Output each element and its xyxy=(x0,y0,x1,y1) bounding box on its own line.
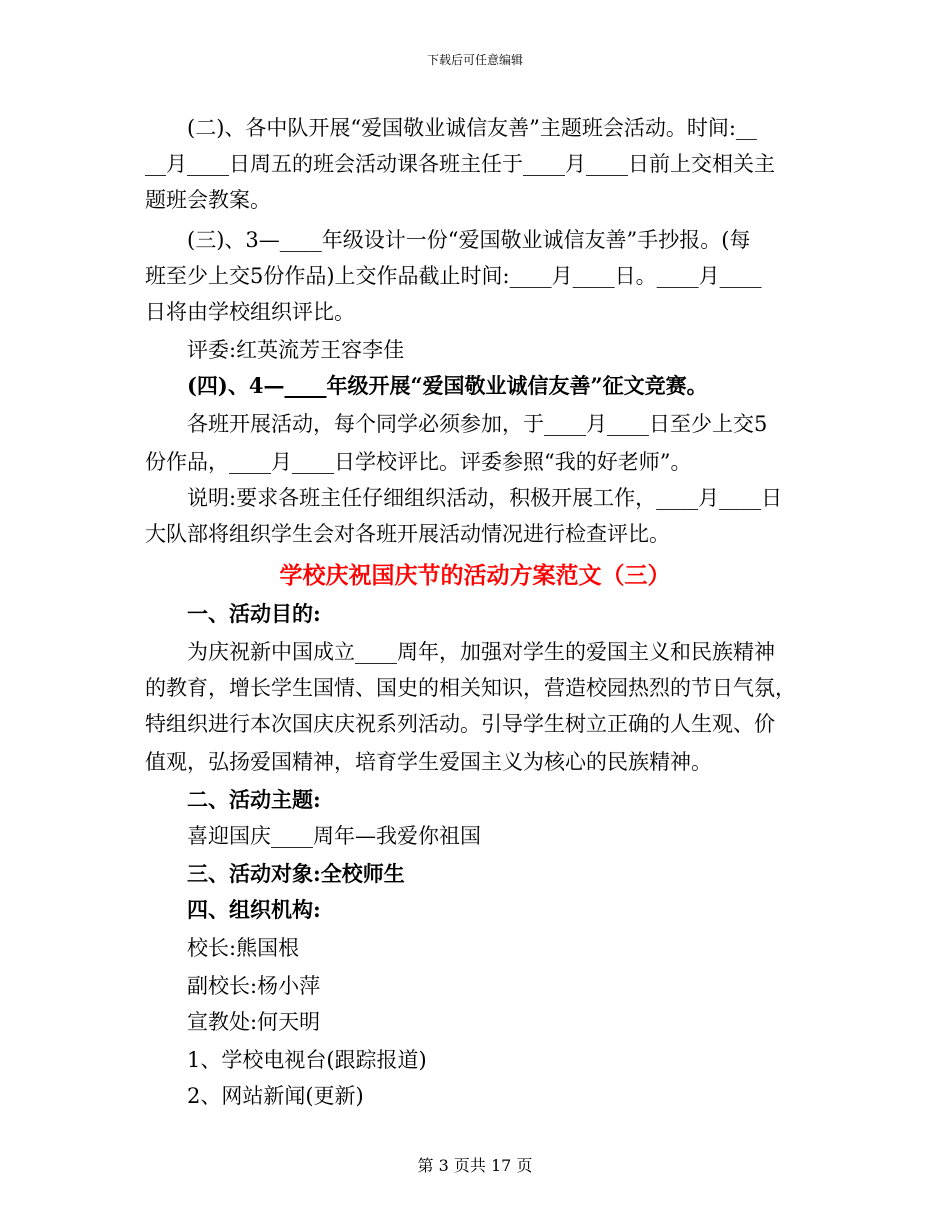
paragraph-line: 班至少上交5份作品)上交作品截止时间:____月____日。____月____ xyxy=(145,264,762,288)
paragraph-line: 题班会教案。 xyxy=(145,188,271,212)
page-header: 下载后可任意编辑 xyxy=(426,53,523,67)
section-title: 学校庆祝国庆节的活动方案范文（三） xyxy=(279,562,671,589)
paragraph-line: 校长:熊国根 xyxy=(187,936,300,960)
page-number: 第 3 页共 17 页 xyxy=(417,1156,533,1175)
paragraph-line: 说明:要求各班主任仔细组织活动，积极开展工作，____月____日 xyxy=(187,486,783,510)
paragraph-line: 喜迎国庆____周年—我爱你祖国 xyxy=(187,824,481,848)
section-heading: (四)、4—____年级开展“爱国敬业诚信友善”征文竞赛。 xyxy=(187,373,708,398)
section-heading: 三、活动对象:全校师生 xyxy=(187,861,405,886)
paragraph-line: 宣教处:何天明 xyxy=(187,1010,321,1034)
paragraph-line: 2、网站新闻(更新) xyxy=(187,1084,364,1108)
paragraph-line: 值观，弘扬爱国精神，培育学生爱国主义为核心的民族精神。 xyxy=(145,750,712,774)
paragraph-line: 为庆祝新中国成立____周年，加强对学生的爱国主义和民族精神 xyxy=(187,640,775,664)
paragraph-line: 副校长:杨小萍 xyxy=(187,974,321,998)
paragraph-line: __月____日周五的班会活动课各班主任于____月____日前上交相关主 xyxy=(145,152,775,176)
paragraph-line: 评委:红英流芳王容李佳 xyxy=(187,338,405,362)
paragraph-line: (三)、3—____年级设计一份“爱国敬业诚信友善”手抄报。(每 xyxy=(187,228,751,252)
paragraph-line: 特组织进行本次国庆庆祝系列活动。引导学生树立正确的人生观、价 xyxy=(145,712,775,736)
paragraph-line: 各班开展活动，每个同学必须参加，于____月____日至少上交5 xyxy=(187,412,768,436)
section-heading: 四、组织机构: xyxy=(187,897,321,922)
paragraph-line: 1、学校电视台(跟踪报道) xyxy=(187,1048,427,1072)
paragraph-line: 日将由学校组织评比。 xyxy=(145,300,355,324)
paragraph-line: 大队部将组织学生会对各班开展活动情况进行检查评比。 xyxy=(145,522,670,546)
section-heading: 二、活动主题: xyxy=(187,787,321,812)
paragraph-line: 份作品，____月____日学校评比。评委参照“我的好老师”。 xyxy=(145,450,692,474)
section-heading: 一、活动目的: xyxy=(187,601,321,626)
paragraph-line: 的教育，增长学生国情、国史的相关知识，营造校园热烈的节日气氛， xyxy=(145,676,796,700)
paragraph-line: (二)、各中队开展“爱国敬业诚信友善”主题班会活动。时间:__ xyxy=(187,116,757,140)
